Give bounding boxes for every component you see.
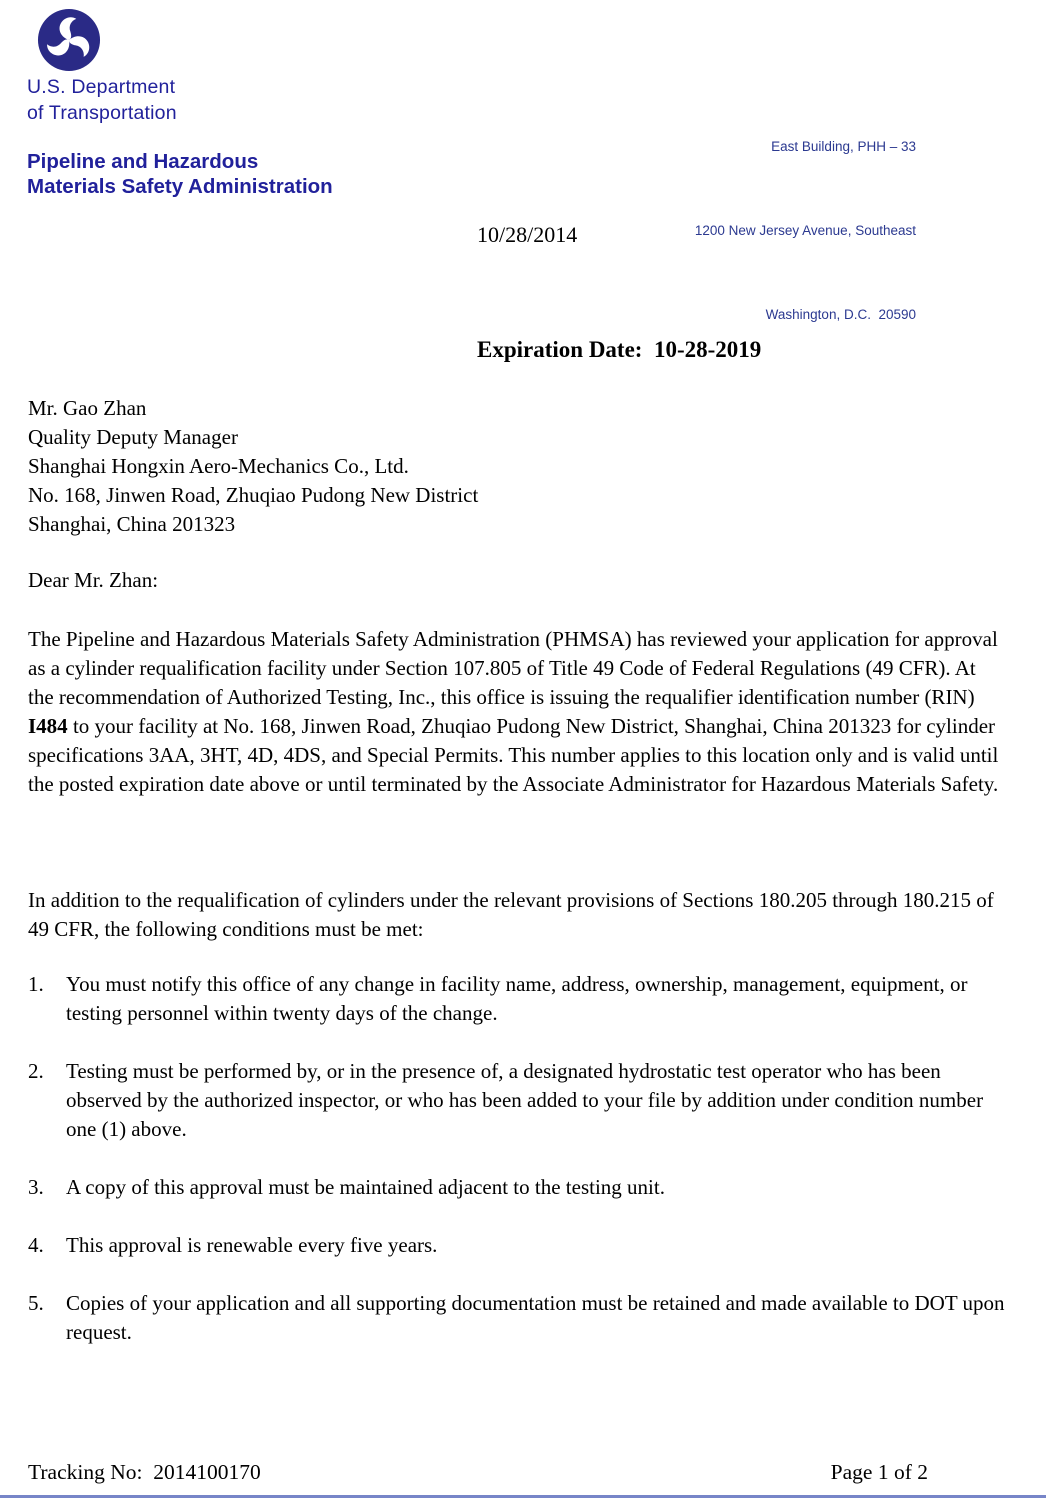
condition-item xyxy=(28,1173,1013,1202)
office-address-line1: East Building, PHH – 33 xyxy=(771,139,916,154)
recipient-company: Shanghai Hongxin Aero-Mechanics Co., Ltd. xyxy=(28,454,409,478)
condition-item xyxy=(28,1057,1013,1144)
recipient-address xyxy=(28,394,478,539)
department-name-line2: of Transportation xyxy=(27,102,177,124)
condition-item xyxy=(28,1231,1013,1260)
condition-number: 4. xyxy=(28,1233,44,1257)
recipient-title: Quality Deputy Manager xyxy=(28,425,238,449)
condition-number: 2. xyxy=(28,1059,44,1083)
condition-number: 1. xyxy=(28,972,44,996)
conditions-list xyxy=(28,970,1013,1376)
condition-text: Copies of your application and all supporting documentation must be retained and made available to DOT upon request. xyxy=(66,1291,1005,1344)
condition-text: You must notify this office of any change in facility name, address, ownership, management, equipment, or testing personnel within twenty days of the change. xyxy=(66,972,968,1025)
office-address-line2: 1200 New Jersey Avenue, Southeast xyxy=(694,223,916,238)
condition-item xyxy=(28,1289,1013,1347)
department-name-line1: U.S. Department xyxy=(27,76,176,98)
recipient-name: Mr. Gao Zhan xyxy=(28,396,147,420)
page-number: Page 1 of 2 xyxy=(830,1460,928,1484)
paragraph1-text-post: to your facility at No. 168, Jinwen Road, Zhuqiao Pudong New District, Shanghai, China 201323 for cylinder specifications 3AA, 3HT, 4D, 4DS, and Special Permits. This number applies to this location only and is valid until the posted expiration date above or until terminated by the Associate Administrator for Hazardous Materials Safety. xyxy=(28,714,999,796)
office-address-line3: Washington, D.C. 20590 xyxy=(765,307,916,322)
salutation: Dear Mr. Zhan: xyxy=(28,568,159,592)
condition-text: This approval is renewable every five years. xyxy=(66,1233,438,1257)
agency-name xyxy=(27,149,333,199)
agency-name-line1: Pipeline and Hazardous xyxy=(27,150,259,173)
rin-number: I484 xyxy=(28,714,68,738)
dot-logo xyxy=(36,6,102,74)
department-name xyxy=(27,74,177,126)
tracking-number: Tracking No: 2014100170 xyxy=(28,1460,261,1484)
condition-text: Testing must be performed by, or in the presence of, a designated hydrostatic test operator who has been observed by the authorized inspector, or who has been added to your file by addition under condition number one (1) above. xyxy=(66,1059,984,1141)
body-paragraph-2: In addition to the requalification of cylinders under the relevant provisions of Sections 180.205 through 180.215 of 49 CFR, the following conditions must be met: xyxy=(28,888,994,941)
condition-text: A copy of this approval must be maintained adjacent to the testing unit. xyxy=(66,1175,665,1199)
condition-number: 5. xyxy=(28,1291,44,1315)
paragraph1-text-pre: The Pipeline and Hazardous Materials Safety Administration (PHMSA) has reviewed your application for approval as a cylinder requalification facility under Section 107.805 of Title 49 Code of Federal Regulations (49 CFR). At the recommendation of Authorized Testing, Inc., this office is issuing the requalifier identification number (RIN) xyxy=(28,627,998,709)
condition-item xyxy=(28,970,1013,1028)
dot-triskelion-icon xyxy=(36,6,102,74)
agency-name-line2: Materials Safety Administration xyxy=(27,175,333,198)
body-paragraph-1 xyxy=(28,625,1003,799)
condition-number: 3. xyxy=(28,1175,44,1199)
recipient-city: Shanghai, China 201323 xyxy=(28,512,236,536)
letter-date: 10/28/2014 xyxy=(477,222,578,247)
expiration-date: Expiration Date: 10-28-2019 xyxy=(477,337,762,362)
recipient-street: No. 168, Jinwen Road, Zhuqiao Pudong New District xyxy=(28,483,479,507)
